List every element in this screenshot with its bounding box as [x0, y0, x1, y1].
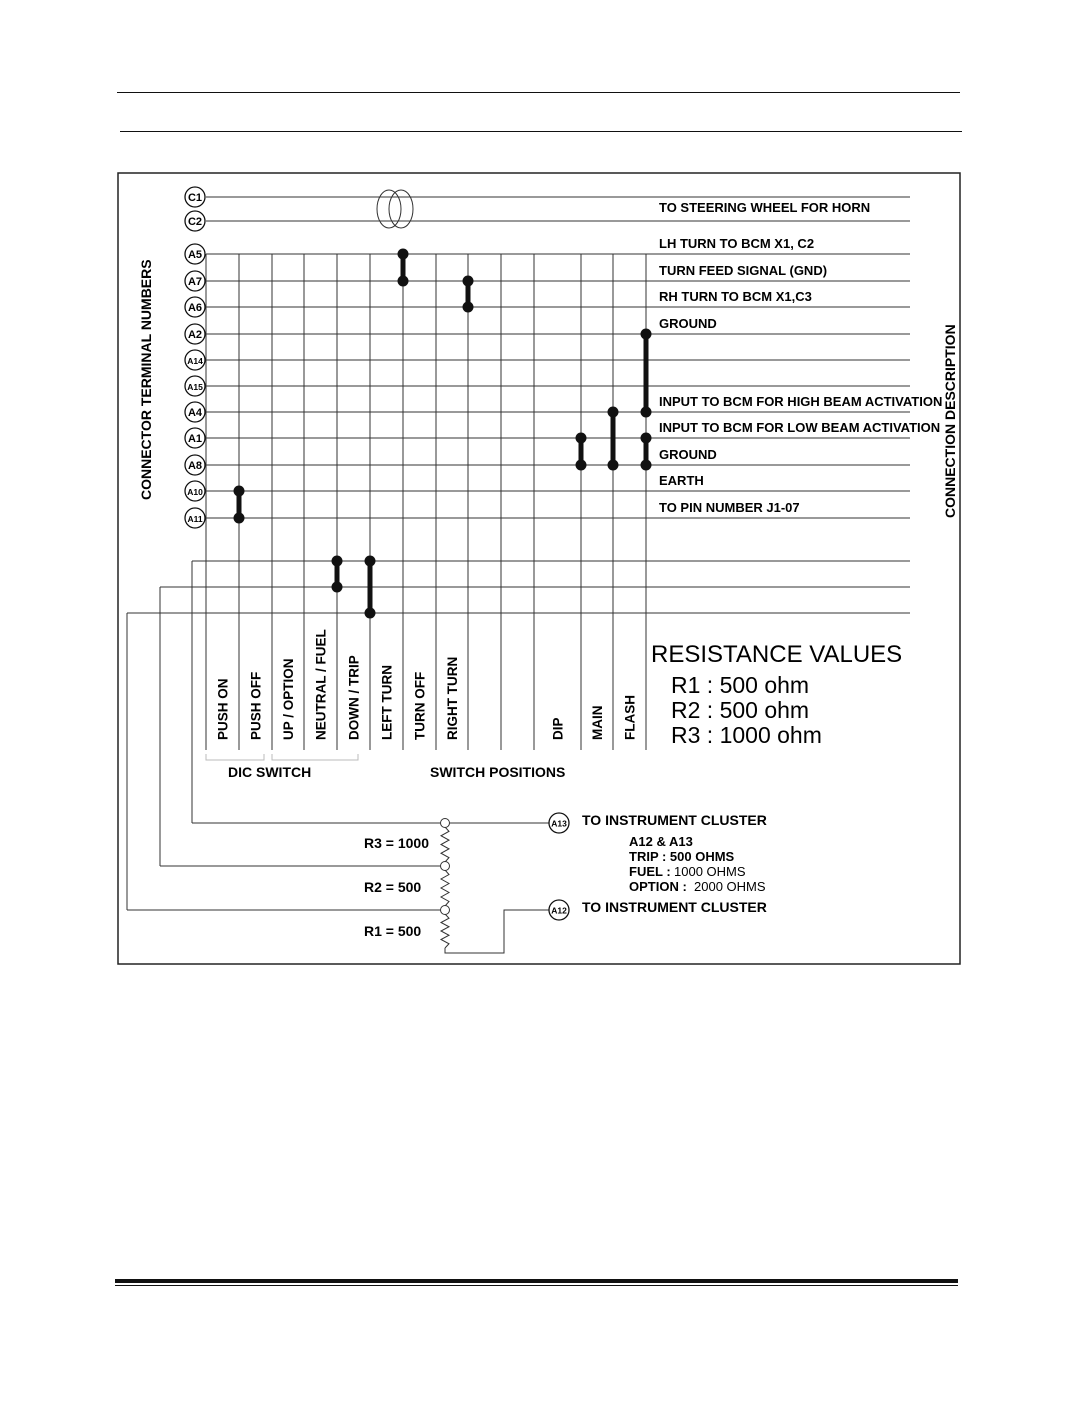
ladder-node	[441, 862, 450, 871]
a12-destination-label: TO INSTRUMENT CLUSTER	[582, 899, 767, 915]
pin-label: A12	[551, 905, 567, 916]
contact-dot	[576, 460, 587, 471]
terminal-description: GROUND	[659, 447, 717, 462]
contact-dot	[641, 329, 652, 340]
note-option-value: 2000 OHMS	[694, 879, 766, 894]
pin-label: C1	[187, 192, 203, 204]
switch-contact	[641, 329, 652, 418]
resistor-r3	[441, 827, 449, 862]
pin-label: C2	[187, 216, 203, 228]
pin-label: A4	[187, 407, 203, 419]
terminal-pin-a2	[185, 324, 205, 344]
terminal-description: INPUT TO BCM FOR HIGH BEAM ACTIVATION	[659, 394, 943, 409]
ladder-node	[441, 819, 450, 828]
contact-dot	[641, 460, 652, 471]
pin-label: A6	[187, 302, 203, 314]
contact-dot	[332, 582, 343, 593]
terminal-pin-a8	[185, 455, 205, 475]
pin-label: A11	[187, 514, 203, 524]
terminal-description: EARTH	[659, 473, 704, 488]
switch-contact	[463, 276, 474, 313]
terminal-description: INPUT TO BCM FOR LOW BEAM ACTIVATION	[659, 420, 941, 435]
terminal-pin-a7	[185, 271, 205, 291]
right-axis-title: CONNECTION DESCRIPTION	[942, 324, 958, 518]
contact-dot	[641, 407, 652, 418]
terminal-pin-a5	[185, 244, 205, 264]
pin-label: A2	[187, 329, 203, 341]
diagram-frame	[118, 173, 960, 964]
terminal-description: TO PIN NUMBER J1-07	[659, 500, 800, 515]
resistor-r2	[441, 870, 449, 906]
contact-dot	[398, 249, 409, 260]
position-label: LEFT TURN	[379, 665, 395, 740]
terminal-pin-a10	[185, 481, 205, 501]
contact-dot	[398, 276, 409, 287]
resistance-title: RESISTANCE VALUES	[651, 641, 903, 668]
terminal-pin-a13	[549, 813, 569, 833]
terminal-description: TO STEERING WHEEL FOR HORN	[659, 200, 871, 215]
pin-label: A8	[187, 460, 203, 472]
contact-dot	[608, 407, 619, 418]
position-label: MAIN	[590, 705, 605, 740]
terminal-pin-a6	[185, 297, 205, 317]
position-label: UP / OPTION	[281, 658, 296, 740]
switch-contact	[332, 556, 343, 593]
resistance-r3: R3 : 1000 ohm	[671, 722, 822, 748]
position-label: RIGHT TURN	[445, 656, 460, 740]
terminal-description: LH TURN TO BCM X1, C2	[659, 236, 815, 251]
pin-label: A7	[187, 276, 203, 288]
switch-positions-label: SWITCH POSITIONS	[430, 764, 566, 780]
left-axis-title: CONNECTOR TERMINAL NUMBERS	[138, 259, 154, 500]
a12-wire	[445, 910, 560, 953]
resistance-r2: R2 : 500 ohm	[671, 697, 810, 723]
note-fuel-key: FUEL :	[629, 864, 671, 879]
contact-dot	[234, 486, 245, 497]
ladder-r2-label: R2 = 500	[364, 879, 422, 895]
terminal-pin-c1	[185, 187, 205, 207]
pin-label: A14	[187, 356, 203, 366]
contact-dot	[576, 433, 587, 444]
position-label: PUSH ON	[215, 678, 231, 740]
ladder-r3-label: R3 = 1000	[364, 835, 429, 851]
terminal-pin-a1	[185, 428, 205, 448]
switch-contact	[398, 249, 409, 287]
resistance-r1: R1 : 500 ohm	[671, 672, 810, 698]
contact-dot	[608, 460, 619, 471]
ladder-node	[441, 906, 450, 915]
contact-dot	[641, 433, 652, 444]
terminal-pin-a4	[185, 402, 205, 422]
a13-destination-label: TO INSTRUMENT CLUSTER	[582, 812, 767, 828]
switch-contact	[234, 486, 245, 524]
note-fuel-value: 1000 OHMS	[674, 864, 746, 879]
position-label: DIP	[550, 717, 566, 740]
note-title: A12 & A13	[629, 834, 693, 849]
pin-label: A13	[551, 818, 567, 829]
contact-dot	[365, 608, 376, 619]
terminal-pin-a12	[549, 900, 569, 920]
terminal-description: GROUND	[659, 316, 717, 331]
pin-label: A1	[187, 433, 203, 445]
resistor-r1	[441, 914, 449, 948]
pin-label: A10	[187, 487, 203, 497]
position-label: PUSH OFF	[248, 671, 264, 740]
position-label: NEUTRAL / FUEL	[313, 629, 329, 740]
terminal-pin-a14	[185, 350, 205, 370]
dic-switch-label: DIC SWITCH	[228, 764, 312, 780]
switch-contact	[641, 433, 652, 471]
note-trip: TRIP : 500 OHMS	[629, 849, 735, 864]
terminal-pin-c2	[185, 211, 205, 231]
contact-dot	[463, 276, 474, 287]
terminal-description: RH TURN TO BCM X1,C3	[659, 289, 812, 304]
position-label: TURN OFF	[412, 671, 428, 740]
contact-dot	[234, 513, 245, 524]
position-label: FLASH	[622, 695, 638, 740]
switch-contact	[576, 433, 587, 471]
contact-dot	[365, 556, 376, 567]
note-option-key: OPTION :	[629, 879, 687, 894]
pin-label: A15	[187, 382, 203, 392]
pin-label: A5	[187, 249, 203, 261]
dic-switch-bracket	[206, 754, 358, 760]
ladder-r1-label: R1 = 500	[364, 923, 422, 939]
terminal-pin-a11	[185, 508, 205, 528]
contact-dot	[463, 302, 474, 313]
contact-dot	[332, 556, 343, 567]
terminal-pin-a15	[185, 376, 205, 396]
position-label: DOWN / TRIP	[346, 655, 362, 740]
terminal-description: TURN FEED SIGNAL (GND)	[659, 263, 828, 278]
